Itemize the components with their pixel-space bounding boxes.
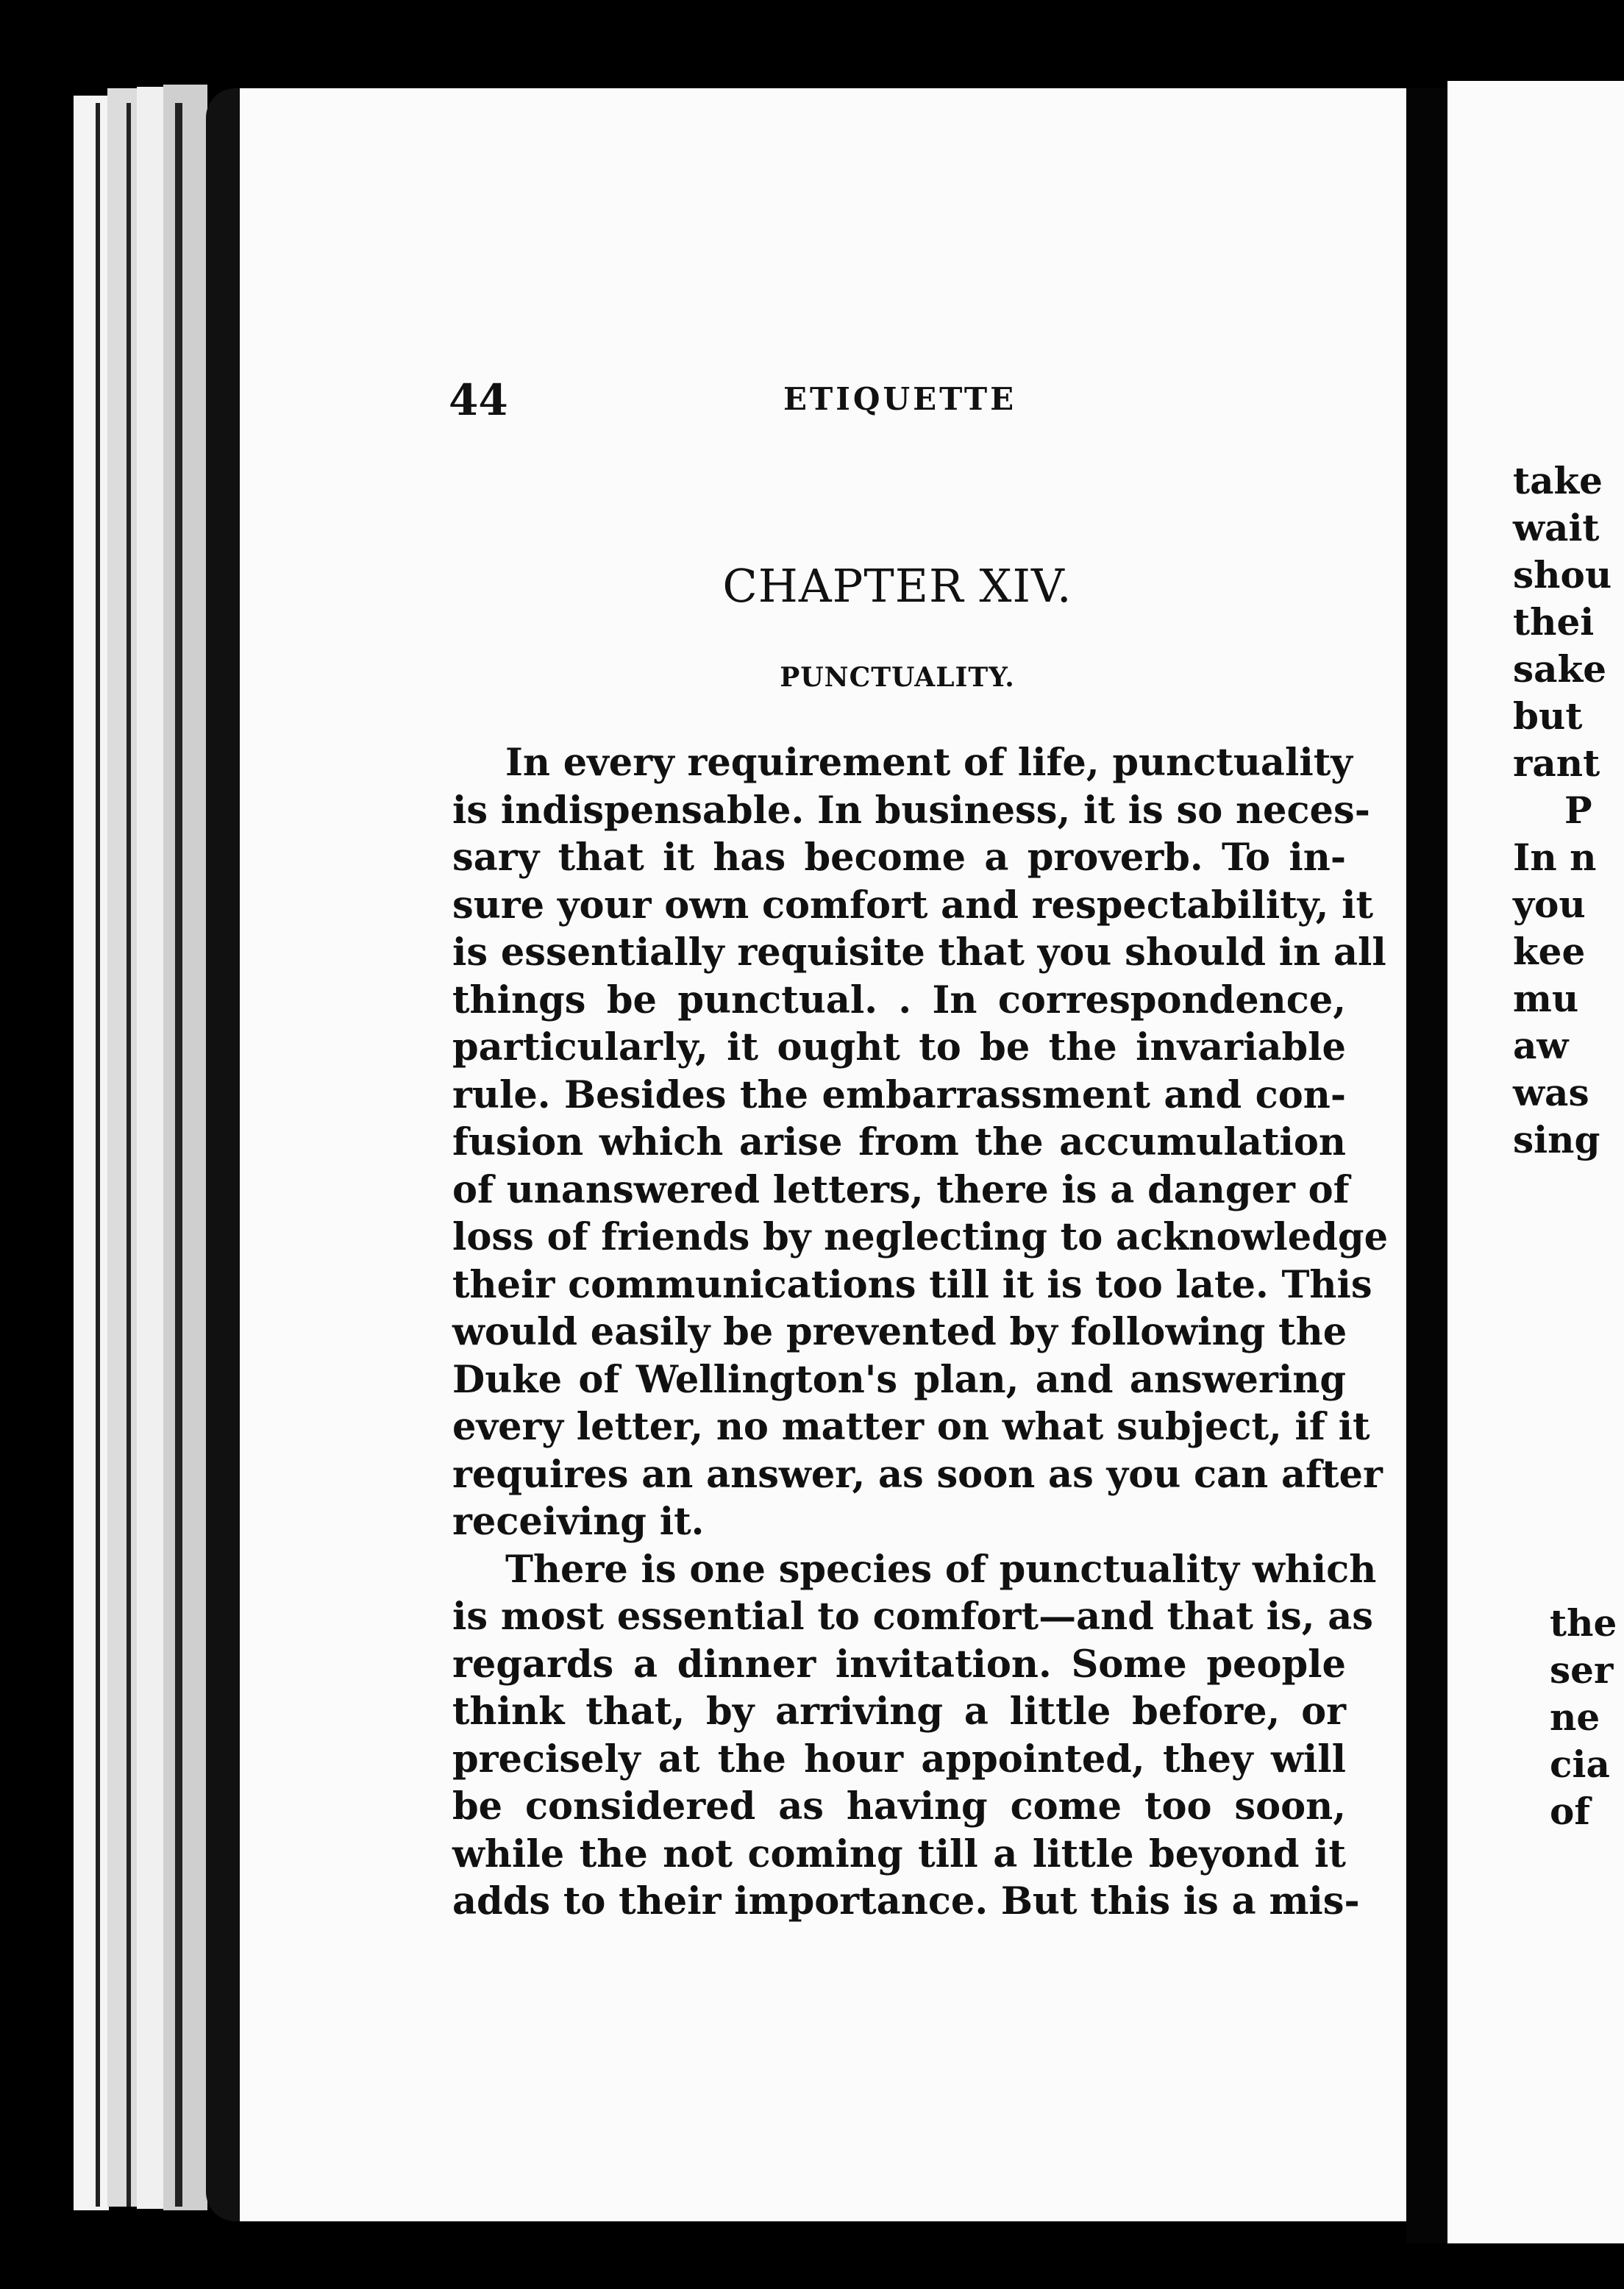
body-text xyxy=(452,739,1389,1926)
text-line: their communications till it is too late. This xyxy=(452,1262,1372,1307)
facing-text-line: P xyxy=(1564,788,1592,832)
facing-text-line: sake xyxy=(1513,647,1607,691)
text-line: Duke of Wellington's plan, and answering xyxy=(452,1357,1346,1402)
page-number: 44 xyxy=(449,375,508,425)
text-line: while the not coming till a little beyond it xyxy=(452,1831,1346,1876)
text-line: is essentially requisite that you should in all xyxy=(452,930,1386,975)
page-edge xyxy=(107,88,140,2207)
page-edge-line xyxy=(96,103,100,2207)
facing-text-line: thei xyxy=(1513,600,1595,644)
facing-text-line: the xyxy=(1550,1601,1617,1645)
text-line: be considered as having come too soon, xyxy=(452,1784,1346,1829)
section-title: PUNCTUALITY. xyxy=(780,662,1015,693)
facing-text-line: kee xyxy=(1513,930,1586,973)
facing-text-line: you xyxy=(1513,883,1586,926)
running-head xyxy=(449,375,1346,425)
facing-text-line: aw xyxy=(1513,1024,1569,1067)
facing-page-text xyxy=(1513,458,1612,1164)
text-line: There is one species of punctuality which xyxy=(505,1547,1377,1592)
page-edge xyxy=(74,96,109,2210)
page-edge-line xyxy=(127,103,131,2207)
facing-text-line: sing xyxy=(1513,1118,1600,1161)
text-line: In every requirement of life, punctuality xyxy=(505,741,1353,785)
text-line: precisely at the hour appointed, they will xyxy=(452,1737,1346,1781)
facing-text-line: ser xyxy=(1550,1648,1614,1692)
facing-text-line: take xyxy=(1513,459,1603,502)
text-line: receiving it. xyxy=(452,1500,705,1544)
text-line: is most essential to comfort—and that is, as xyxy=(452,1595,1373,1639)
text-line: would easily be prevented by following the xyxy=(452,1310,1347,1354)
text-line: of unanswered letters, there is a danger of xyxy=(452,1167,1350,1212)
text-line: things be punctual. . In correspondence, xyxy=(452,978,1346,1022)
facing-page-text-lower xyxy=(1550,1600,1617,1835)
facing-text-line: ne xyxy=(1550,1695,1600,1739)
text-line: rule. Besides the embarrassment and con- xyxy=(452,1072,1346,1117)
facing-text-line: rant xyxy=(1513,741,1600,785)
text-line: loss of friends by neglecting to acknowledge xyxy=(452,1215,1389,1259)
facing-text-line: cia xyxy=(1550,1742,1610,1786)
text-line: sary that it has become a proverb. To in- xyxy=(452,836,1346,880)
page-edge xyxy=(137,87,166,2209)
text-line: particularly, it ought to be the invariable xyxy=(452,1025,1346,1069)
facing-text-line: but xyxy=(1513,694,1583,738)
facing-text-line: was xyxy=(1513,1071,1589,1114)
facing-text-line: mu xyxy=(1513,977,1579,1020)
text-line: adds to their importance. But this is a mis- xyxy=(452,1879,1360,1923)
text-line: sure your own comfort and respectability, it xyxy=(452,883,1374,928)
text-line: requires an answer, as soon as you can after xyxy=(452,1452,1383,1497)
facing-text-line: In n xyxy=(1513,836,1597,879)
text-line: every letter, no matter on what subject, if it xyxy=(452,1405,1370,1449)
page-edge-line xyxy=(175,103,182,2207)
facing-text-line: of xyxy=(1550,1790,1590,1833)
page-edge xyxy=(163,85,207,2210)
text-line: think that, by arriving a little before, or xyxy=(452,1690,1346,1734)
text-line: is indispensable. In business, it is so neces- xyxy=(452,788,1370,833)
book-gutter xyxy=(1406,88,1447,2243)
running-title: ETIQUETTE xyxy=(783,381,1017,417)
text-line: fusion which arise from the accumulation xyxy=(452,1120,1346,1164)
facing-text-line: wait xyxy=(1513,506,1600,549)
chapter-title: CHAPTER XIV. xyxy=(722,559,1072,613)
facing-text-line: shou xyxy=(1513,553,1612,597)
text-line: regards a dinner invitation. Some people xyxy=(452,1642,1346,1687)
